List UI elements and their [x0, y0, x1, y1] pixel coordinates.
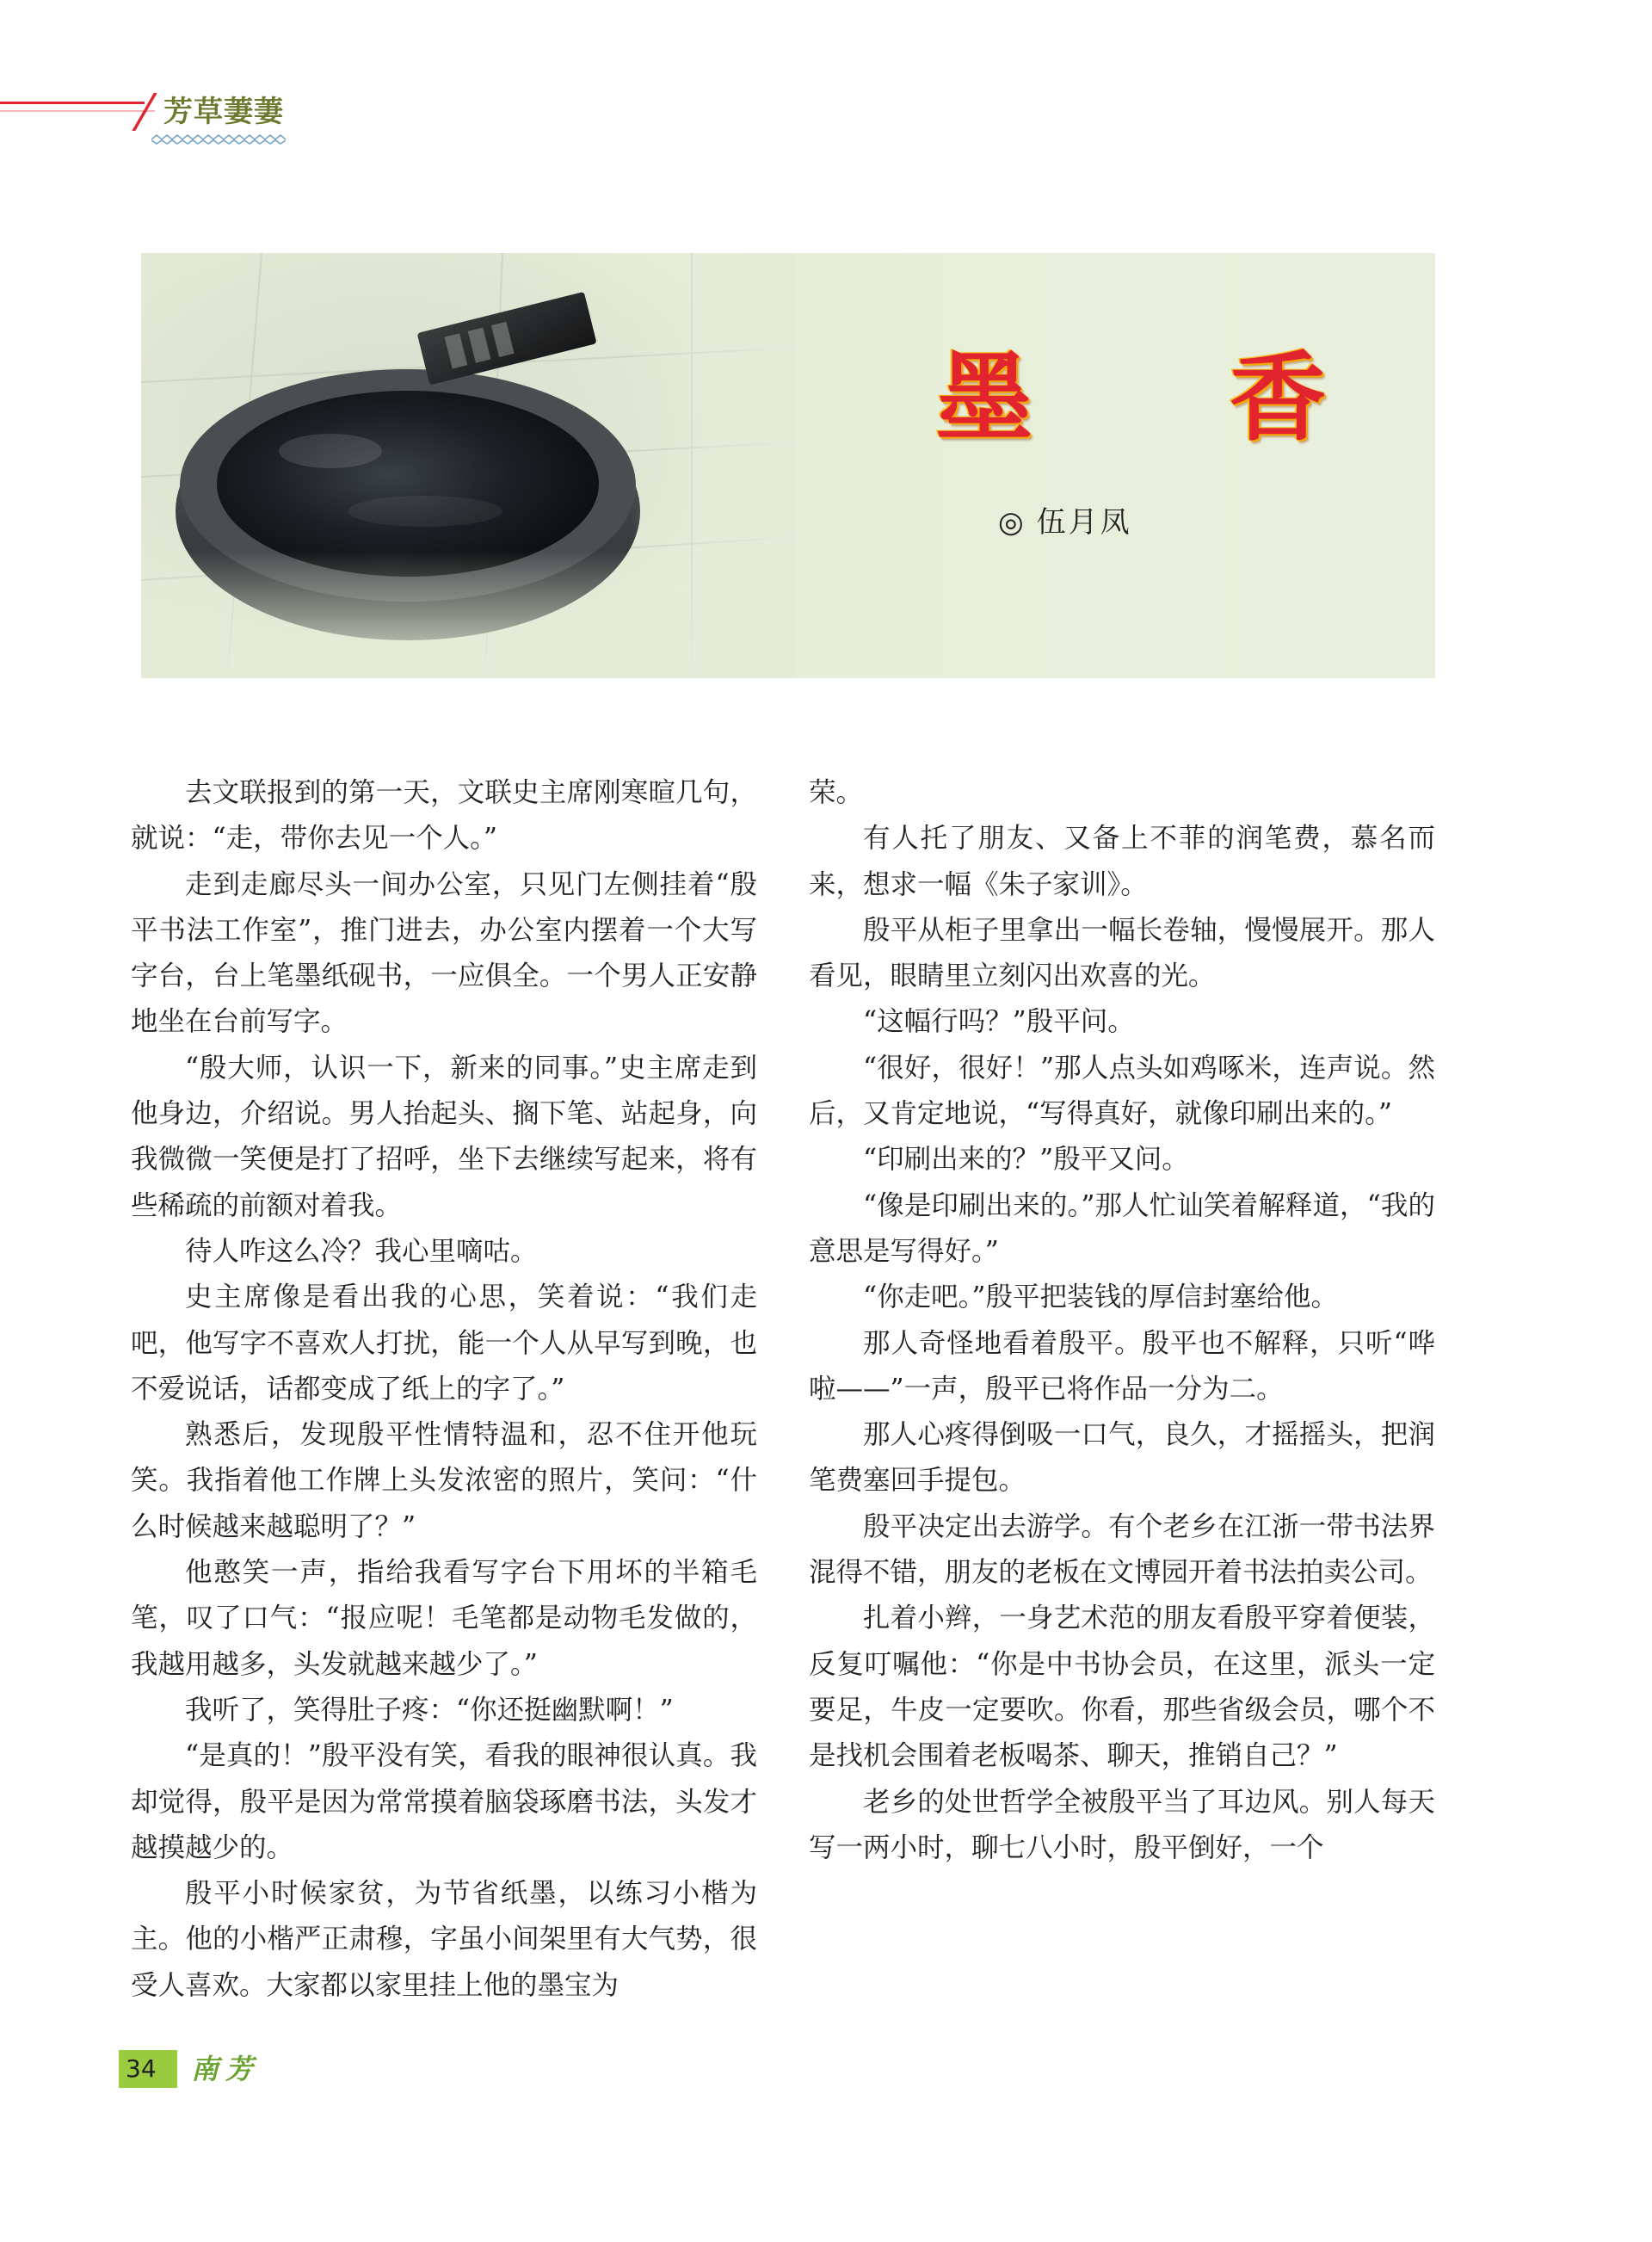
paragraph: 史主席像是看出我的心思，笑着说：“我们走吧，他写字不喜欢人打扰，能一个人从早写到晚，也不爱说话，话都变成了纸上的字了。” [131, 1282, 757, 1405]
publication-name: 南芳 [191, 2053, 261, 2085]
header-slash [132, 93, 157, 131]
header-rule-pink [0, 110, 155, 112]
paragraph: “你走吧。”殷平把装钱的厚信封塞给他。 [863, 1282, 1338, 1313]
paragraph: “很好，很好！”那人点头如鸡啄米，连声说。然后，又肯定地说，“写得真好，就像印刷出来的。” [809, 1052, 1435, 1130]
page-number: 34 [126, 2054, 157, 2083]
paragraph: 去文联报到的第一天，文联史主席刚寒暄几句，就说：“走，带你去见一个人。” [131, 777, 757, 855]
paragraph: “这幅行吗？”殷平问。 [863, 1006, 1135, 1038]
paragraph: 老乡的处世哲学全被殷平当了耳边风。别人每天写一两小时，聊七八小时，殷平倒好，一个 [809, 1786, 1435, 1863]
paragraph: 殷平决定出去游学。有个老乡在江浙一带书法界混得不错，朋友的老板在文博园开着书法拍卖公司。 [809, 1510, 1435, 1589]
paragraph: “殷大师，认识一下，新来的同事。”史主席走到他身边，介绍说。男人抬起头、搁下笔、站起身，向我微微一笑便是打了招呼，坐下去继续写起来，将有些稀疏的前额对着我。 [131, 1052, 757, 1221]
paragraph: 殷平小时候家贫，为节省纸墨，以练习小楷为主。他的小楷严正肃穆，字虽小间架里有大气势，很受人喜欢。大家都以家里挂上他的墨宝为 [131, 1878, 757, 2001]
byline-mark-icon: ◎ [998, 505, 1026, 540]
paragraph: “是真的！”殷平没有笑，看我的眼神很认真。我却觉得，殷平是因为常常摸着脑袋琢磨书法，头发才越摸越少的。 [131, 1740, 757, 1863]
paragraph: 殷平从柜子里拿出一幅长卷轴，慢慢展开。那人看见，眼睛里立刻闪出欢喜的光。 [809, 914, 1435, 992]
body-column-left [131, 770, 757, 2009]
paragraph: “像是印刷出来的。”那人忙讪笑着解释道，“我的意思是写得好。” [809, 1189, 1435, 1267]
paragraph: 扎着小辫，一身艺术范的朋友看殷平穿着便装，反复叮嘱他：“你是中书协会员，在这里，派头一定要足，牛皮一定要吹。你看，那些省级会员，哪个不是找机会围着老板喝茶、聊天，推销自己？” [809, 1603, 1435, 1772]
title-banner [141, 253, 1435, 678]
article-title: 墨 香 [936, 342, 1408, 454]
header-rule-red [0, 102, 145, 104]
paragraph-continued: 荣。 [809, 777, 864, 808]
paragraph: 我听了，笑得肚子疼：“你还挺幽默啊！” [185, 1694, 674, 1726]
paragraph: 他憨笑一声，指给我看写字台下用坏的半箱毛笔，叹了口气：“报应呢！毛笔都是动物毛发做的，我越用越多，头发就越来越少了。” [131, 1557, 757, 1680]
paragraph: 熟悉后，发现殷平性情特温和，忍不住开他玩笑。我指着他工作牌上头发浓密的照片，笑问：“什么时候越来越聪明了？” [131, 1419, 757, 1542]
paragraph: 走到走廊尽头一间办公室，只见门左侧挂着“殷平书法工作室”，推门进去，办公室内摆着一个大写字台，台上笔墨纸砚书，一应俱全。一个男人正安静地坐在台前写字。 [131, 868, 757, 1038]
paragraph: “印刷出来的？”殷平又问。 [863, 1144, 1189, 1176]
section-title: 芳草萋萋 [163, 95, 284, 129]
inkstone-illustration [141, 253, 795, 678]
paragraph: 有人托了朋友、又备上不菲的润笔费，慕名而来，想求一幅《朱子家训》。 [809, 823, 1435, 900]
body-column-right [809, 770, 1435, 1871]
byline [998, 503, 1132, 541]
author-name: 伍月凤 [1036, 505, 1132, 540]
paragraph: 待人咋这么冷？我心里嘀咕。 [185, 1235, 538, 1267]
header-zigzag-ornament [151, 134, 286, 145]
paragraph: 那人心疼得倒吸一口气，良久，才摇摇头，把润笔费塞回手提包。 [809, 1419, 1435, 1497]
paragraph: 那人奇怪地看着殷平。殷平也不解释，只听“哗啦——”一声，殷平已将作品一分为二。 [809, 1327, 1435, 1405]
